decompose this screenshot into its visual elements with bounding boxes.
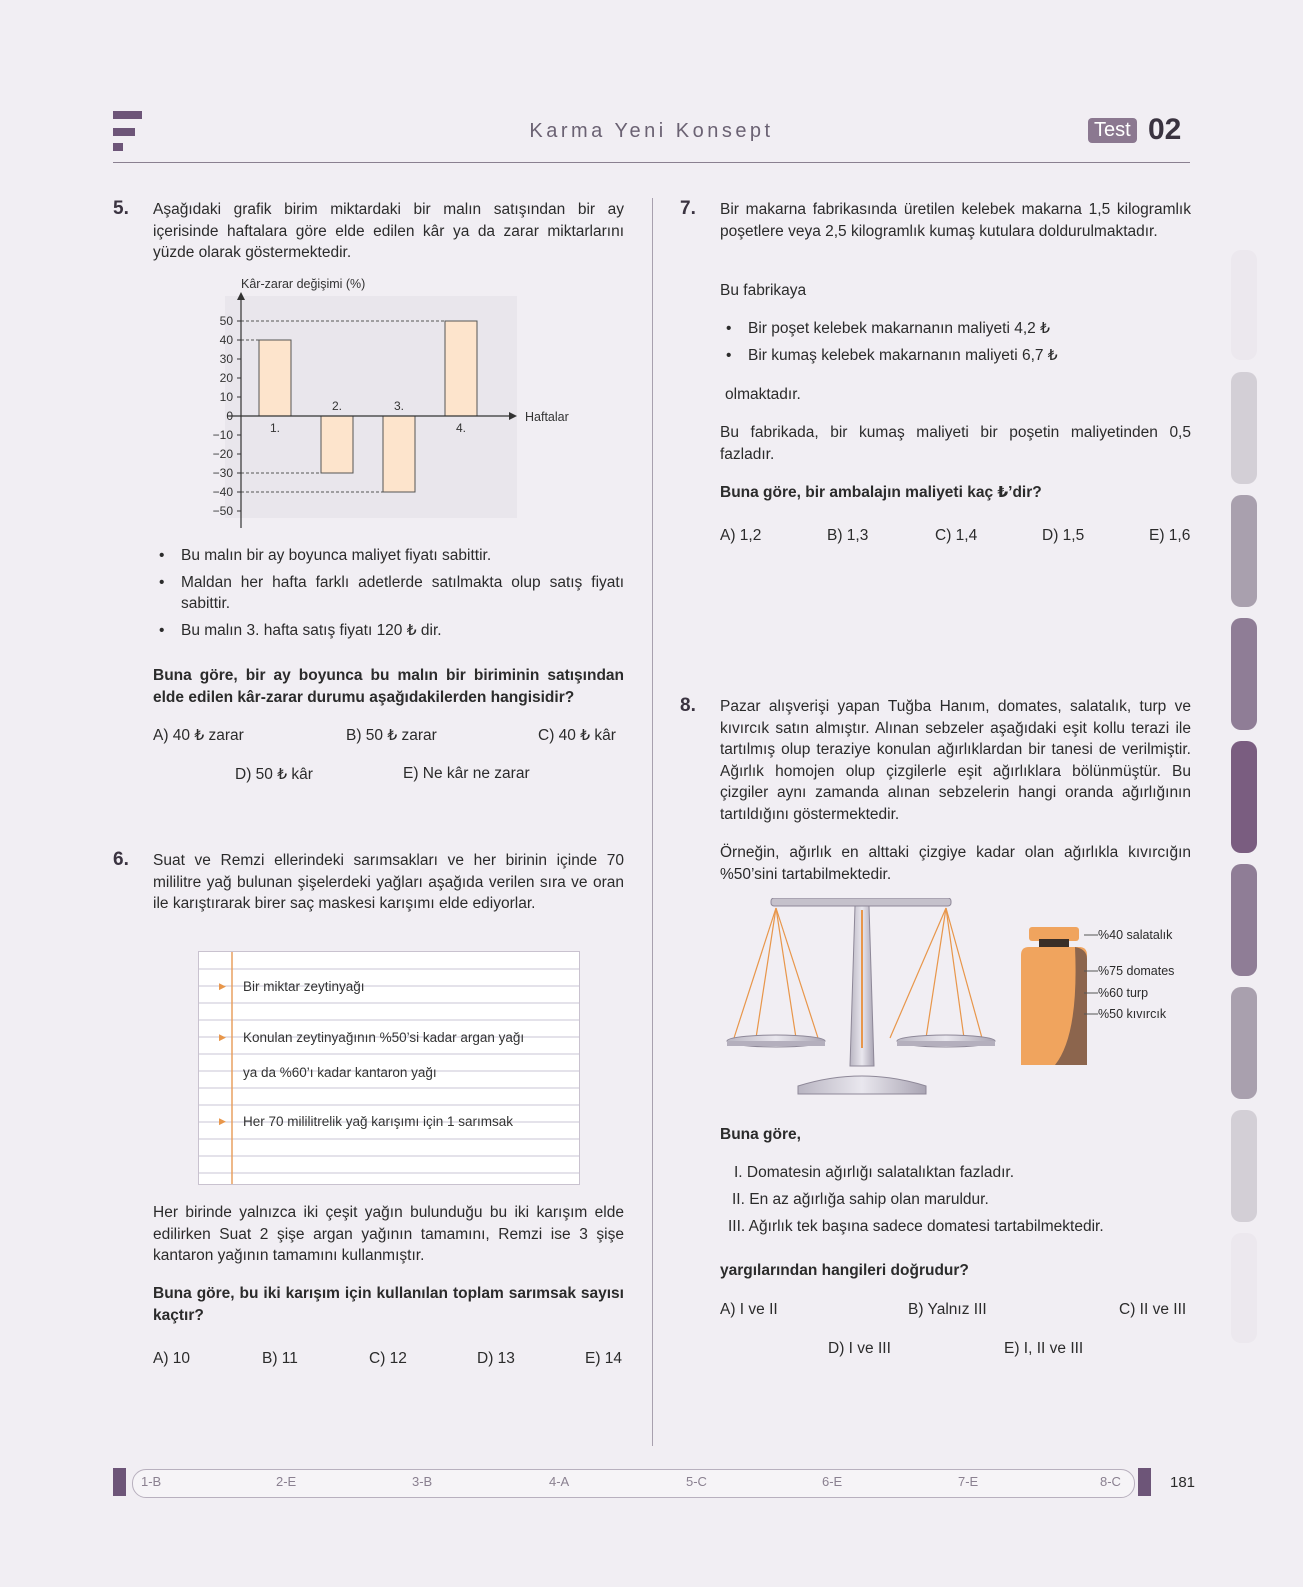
chart-y-tick-label: −20 — [212, 447, 233, 461]
weight-label: %40 salatalık — [1098, 928, 1173, 942]
chart-bar — [259, 340, 291, 416]
chart-bar — [445, 321, 477, 416]
option-c[interactable]: C) 40 ₺ kâr — [538, 727, 616, 744]
bullet-item: • Bir kumaş kelebek makarnanın maliyeti 6,7 ₺ — [720, 345, 1191, 367]
chart-y-tick-label: 50 — [219, 314, 233, 328]
q8-example: Örneğin, ağırlık en alttaki çizgiye kadar olan ağırlıkla kıvırcığın %50’sini tartabilmektedir. — [720, 844, 1191, 883]
answer-item: 2-E — [276, 1474, 297, 1489]
option-e[interactable]: E) 14 — [585, 1350, 623, 1367]
note-line: Her 70 mililitrelik yağ karışımı için 1 sarımsak — [243, 1114, 514, 1129]
q8-question: yargılarından hangileri doğrudur? — [720, 1262, 969, 1279]
column-divider — [652, 198, 653, 1446]
chart-y-label: Kâr-zarar değişimi (%) — [241, 278, 366, 291]
bullet-item: • Bu malın bir ay boyunca maliyet fiyatı sabittir. — [153, 545, 624, 567]
side-tab — [1231, 1233, 1257, 1343]
weight-illustration — [1015, 925, 1095, 1070]
page-number: 181 — [1170, 1474, 1196, 1491]
q8-lead: Buna göre, — [720, 1126, 801, 1143]
side-tab — [1231, 987, 1257, 1099]
bullet-item: • Maldan her hafta farklı adetlerde satılmakta olup satış fiyatı sabittir. — [153, 572, 624, 615]
chart-y-tick-label: 0 — [226, 409, 233, 423]
answer-item: 5-C — [686, 1474, 707, 1489]
chart-y-tick-label: 20 — [219, 371, 233, 385]
answer-item: 4-A — [549, 1474, 570, 1489]
answer-key — [132, 1469, 1135, 1498]
option-a[interactable]: A) 1,2 — [720, 527, 762, 544]
side-tab — [1231, 250, 1257, 360]
note-line: Konulan zeytinyağının %50’si kadar argan yağı — [243, 1030, 525, 1045]
answer-item: 7-E — [958, 1474, 979, 1489]
question-number: 7. — [680, 198, 696, 219]
question-number: 8. — [680, 695, 696, 716]
option-c[interactable]: C) 12 — [369, 1350, 407, 1367]
arrow-marker-icon: ▶ — [219, 1116, 226, 1126]
option-e[interactable]: E) I, II ve III — [1004, 1340, 1084, 1357]
chart-y-tick-label: 10 — [219, 390, 233, 404]
side-tab — [1231, 1110, 1257, 1222]
option-c[interactable]: C) 1,4 — [935, 527, 978, 544]
chart-category-label: 2. — [331, 399, 343, 413]
option-a[interactable]: A) I ve II — [720, 1301, 778, 1318]
q7-bullets — [720, 318, 1191, 371]
question-number: 6. — [113, 849, 129, 870]
chart-bar — [383, 416, 415, 492]
header-divider — [113, 162, 1190, 163]
q7-question: Buna göre, bir ambalajın maliyeti kaç ₺’dir? — [720, 484, 1042, 501]
q8-text: Pazar alışverişi yapan Tuğba Hanım, domates, salatalık, turp ve kıvırcık satın almıştır. Alınan sebzeler aşağıdaki eşit kollu terazi ile tartılmış olup teraziye konulan ağırlıklardan bir tanesi de verilmiştir. Ağırlık homojen olup çizgilerle eşit ağırlıklara bölünmüştür. Bu çizgiler aynı zamanda alınan sebzelerin hangi oranda ağırlığının tartıldığını göstermektedir. — [720, 698, 1191, 823]
weight-label: %75 domates — [1098, 964, 1175, 978]
option-b[interactable]: B) 50 ₺ zarar — [346, 727, 437, 744]
chart-y-tick-label: −10 — [212, 428, 233, 442]
chart-category-label: 3. — [393, 399, 405, 413]
weight-label: %50 kıvırcık — [1098, 1007, 1167, 1021]
balance-scale-illustration — [726, 898, 1016, 1103]
weight-label: %60 turp — [1098, 986, 1149, 1000]
test-number: 02 — [1148, 113, 1182, 146]
chart-x-label: Haftalar — [525, 410, 569, 424]
chart-category-label: 4. — [455, 421, 467, 435]
option-a[interactable]: A) 40 ₺ zarar — [153, 727, 244, 744]
q7-text2: Bu fabrikada, bir kumaş maliyeti bir poşetin maliyetinden 0,5 fazladır. — [720, 424, 1191, 463]
option-d[interactable]: D) 1,5 — [1042, 527, 1085, 544]
side-tab — [1231, 372, 1257, 484]
q7-text: Bir makarna fabrikasında üretilen kelebek makarna 1,5 kilogramlık poşetlere veya 2,5 kilogramlık kumaş kutulara doldurulmaktadır. — [720, 201, 1191, 240]
recipe-note — [198, 951, 580, 1185]
q6-text: Suat ve Remzi ellerindeki sarımsakları ve her birinin içinde 70 mililitre yağ bulunan şişelerdeki yağları aşağıda verilen sıra ve oran ile karıştırarak birer saç maskesi karışımı elde ediyorlar. — [153, 852, 624, 912]
option-a[interactable]: A) 10 — [153, 1350, 191, 1367]
arrow-marker-icon: ▶ — [219, 1032, 226, 1042]
side-tab — [1231, 618, 1257, 730]
chart-y-tick-label: −30 — [212, 466, 233, 480]
statement: III. Ağırlık tek başına sadece domatesi tartabilmektedir. — [728, 1218, 1104, 1235]
chart-y-tick-label: −50 — [212, 504, 233, 518]
arrow-marker-icon: ▶ — [219, 981, 226, 991]
footer-marker — [113, 1468, 126, 1496]
bullet-item: • Bir poşet kelebek makarnanın maliyeti 4,2 ₺ — [720, 318, 1191, 340]
question-number: 5. — [113, 198, 129, 219]
statement: II. En az ağırlığa sahip olan maruldur. — [732, 1191, 989, 1208]
q6-question: Buna göre, bu iki karışım için kullanılan toplam sarımsak sayısı kaçtır? — [153, 1285, 624, 1324]
option-d[interactable]: D) I ve III — [828, 1340, 891, 1357]
side-tab — [1231, 864, 1257, 976]
note-line: Bir miktar zeytinyağı — [243, 979, 365, 994]
footer-marker — [1138, 1468, 1151, 1496]
q7-after: olmaktadır. — [725, 386, 801, 403]
chart-y-tick-label: 40 — [219, 333, 233, 347]
option-c[interactable]: C) II ve III — [1119, 1301, 1187, 1318]
answer-item: 3-B — [412, 1474, 433, 1489]
statement: I. Domatesin ağırlığı salatalıktan fazladır. — [734, 1164, 1014, 1181]
answer-item: 6-E — [822, 1474, 843, 1489]
answer-item: 8-C — [1100, 1474, 1121, 1489]
q5-question: Buna göre, bir ay boyunca bu malın bir biriminin satışından elde edilen kâr-zarar durumu aşağıdakilerden hangisidir? — [153, 667, 624, 706]
bullet-item: • Bu malın 3. hafta satış fiyatı 120 ₺ dir. — [153, 620, 624, 642]
q5-chart — [195, 278, 595, 528]
note-line: ya da %60’ı kadar kantaron yağı — [243, 1065, 437, 1080]
chart-bar — [321, 416, 353, 473]
chart-y-tick-label: −40 — [212, 485, 233, 499]
q7-intro: Bu fabrikaya — [720, 282, 807, 299]
option-e[interactable]: E) Ne kâr ne zarar — [403, 765, 530, 782]
option-b[interactable]: B) Yalnız III — [908, 1301, 987, 1318]
option-d[interactable]: D) 13 — [477, 1350, 515, 1367]
q5-bullets — [153, 545, 624, 646]
option-b[interactable]: B) 11 — [262, 1350, 298, 1367]
q5-text: Aşağıdaki grafik birim miktardaki bir malın satışından bir ay içerisinde haftalara göre elde edilen kâr ya da zarar miktarlarını yüzde olarak göstermektedir. — [153, 201, 624, 261]
chart-category-label: 1. — [269, 421, 281, 435]
side-tab — [1231, 741, 1257, 853]
option-b[interactable]: B) 1,3 — [827, 527, 869, 544]
option-d[interactable]: D) 50 ₺ kâr — [235, 766, 313, 783]
q6-text2: Her birinde yalnızca iki çeşit yağın bulunduğu bu iki karışım elde edilirken Suat 2 şişe argan yağının tamamını, Remzi ise 3 şişe kantaron yağının tamamını kullanmıştır. — [153, 1204, 624, 1264]
chart-y-tick-label: 30 — [219, 352, 233, 366]
header-title: Karma Yeni Konsept — [529, 120, 774, 142]
test-label: Test — [1088, 118, 1137, 143]
answer-item: 1-B — [141, 1474, 162, 1489]
option-e[interactable]: E) 1,6 — [1149, 527, 1191, 544]
side-tab — [1231, 495, 1257, 607]
